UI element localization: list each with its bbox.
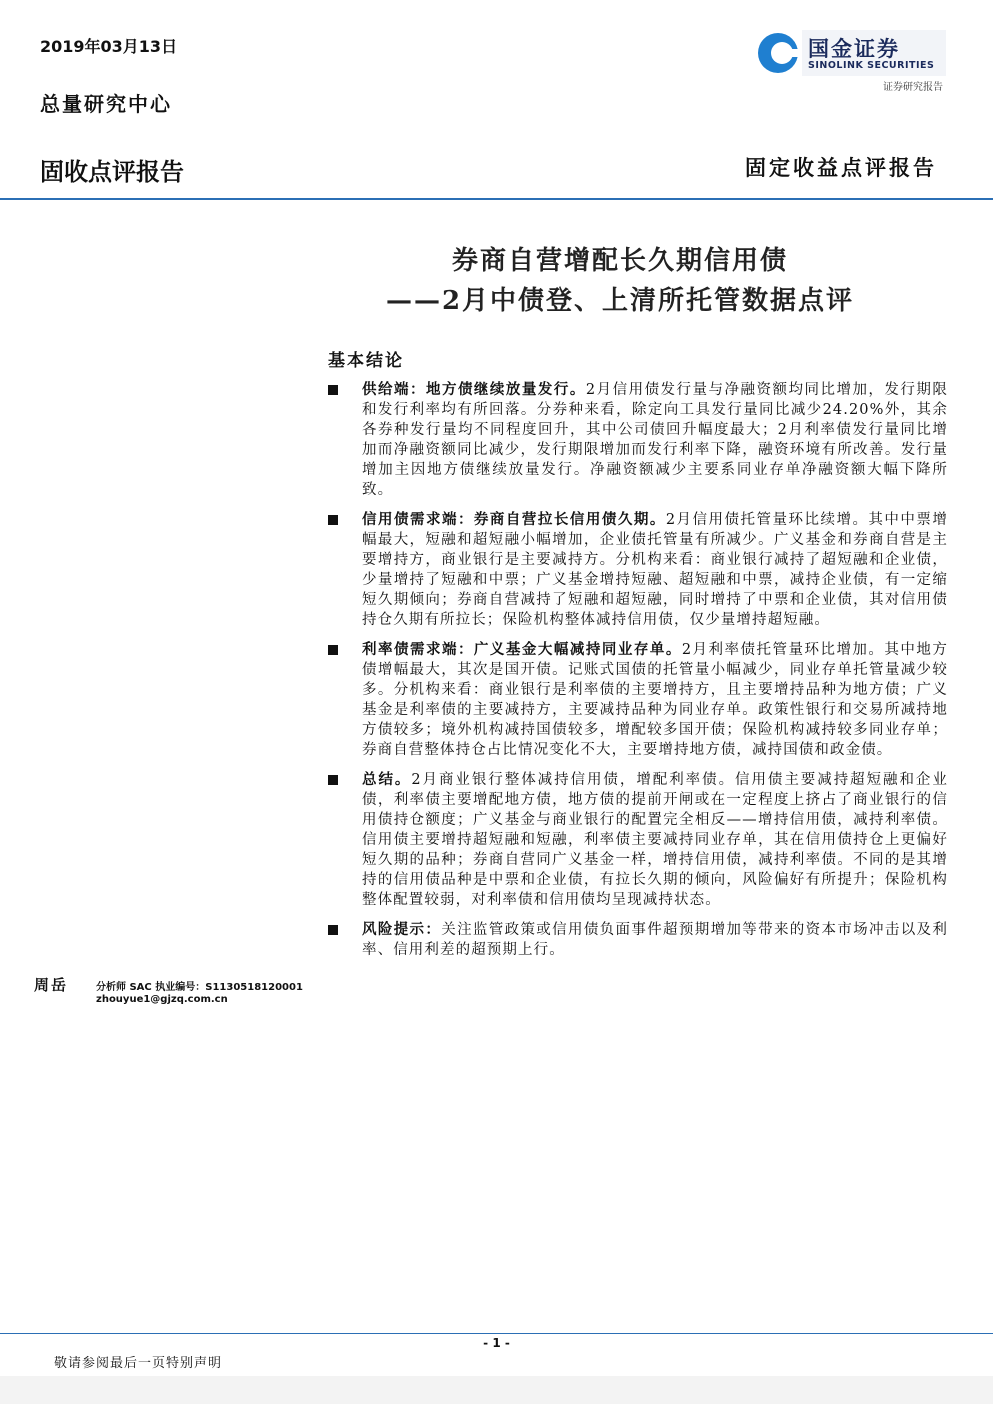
bullet-lead: 总结。: [362, 771, 412, 788]
list-item: [328, 380, 948, 500]
footer-divider: [0, 1333, 993, 1334]
research-center: 总量研究中心: [40, 92, 172, 116]
bullet-text: 关注监管政策或信用债负面事件超预期增加等带来的资本市场冲击以及利率、信用利差的超预期上行。: [362, 922, 949, 958]
report-title: 券商自营增配长久期信用债: [451, 246, 788, 276]
list-item: [328, 770, 948, 910]
bullet-lead: 供给端：地方债继续放量发行。: [362, 381, 586, 398]
logo-name-en: SINOLINK SECURITIES: [808, 60, 935, 71]
analyst-email: zhouyue1@gjzq.com.cn: [96, 994, 228, 1005]
square-bullet-icon: [328, 775, 338, 785]
report-category: 固定收益点评报告: [745, 155, 937, 180]
report-date: 2019年03月13日: [40, 37, 178, 56]
analyst-license: 分析师 SAC 执业编号：S1130518120001: [96, 982, 303, 993]
logo-subtitle: 证券研究报告: [883, 82, 943, 93]
logo-name-cn: 国金证券: [808, 37, 900, 61]
square-bullet-icon: [328, 515, 338, 525]
bullet-lead: 风险提示：: [362, 921, 442, 938]
bullet-lead: 利率债需求端：广义基金大幅减持同业存单。: [362, 641, 682, 658]
list-item: [328, 640, 948, 760]
header-divider: [0, 198, 993, 200]
bullet-lead: 信用债需求端：券商自营拉长信用债久期。: [362, 511, 666, 528]
bullet-text: 2月商业银行整体减持信用债，增配利率债。信用债主要减持超短融和企业债，利率债主要增配地方债，地方债的提前开闸或在一定程度上挤占了商业银行的信用债持仓额度；广义基金与商业银行的配置完全相反——增持信用债，减持利率债。信用债主要增持超短融和短融，利率债主要减持同业存单，其在信用债持仓上更偏好短久期的品种；券商自营同广义基金一样，增持信用债，减持利率债。不同的是其增持的信用债品种是中票和企业债，有拉长久期的倾向，风险偏好有所提升；保险机构整体配置较弱，对利率债和信用债均呈现减持状态。: [362, 772, 948, 908]
bullet-text: 2月信用债托管量环比续增。其中中票增幅最大，短融和超短融小幅增加，企业债托管量有所减少。广义基金和券商自营是主要增持方，商业银行是主要减持方。分机构来看：商业银行减持了超短融和企业债，少量增持了短融和中票；广义基金增持短融、超短融和中票，减持企业债，有一定缩短久期倾向；券商自营减持了短融和超短融，同时增持了中票和企业债，其对信用债持仓久期有所拉长；保险机构整体减持信用债，仅少量增持超短融。: [362, 512, 948, 628]
disclaimer: 敬请参阅最后一页特别声明: [54, 1356, 223, 1371]
bullet-text: 2月利率债托管量环比增加。其中地方债增幅最大，其次是国开债。记账式国债的托管量小幅减少，同业存单托管量减少较多。分机构来看：商业银行是利率债的主要增持方，且主要增持品种为地方债；广义基金是利率债的主要减持方，主要减持品种为同业存单。政策性银行和交易所减持地方债较多；境外机构减持国债较多，增配较多国开债；保险机构减持较多同业存单；券商自营整体持仓占比情况变化不大，主要增持地方债，减持国债和政金债。: [362, 642, 948, 758]
section-heading: 基本结论: [328, 351, 404, 371]
analyst-name: 周岳: [34, 976, 69, 994]
square-bullet-icon: [328, 925, 338, 935]
page-number: - 1 -: [483, 1336, 510, 1350]
conclusion-list: [328, 380, 948, 970]
square-bullet-icon: [328, 385, 338, 395]
report-type: 固收点评报告: [40, 158, 184, 186]
list-item: [328, 510, 948, 630]
bullet-text: 2月信用债发行量与净融资额均同比增加，发行期限和发行利率均有所回落。分券种来看，除定向工具发行量同比减少24.20%外，其余各券种发行量均不同程度回升，其中公司债回升幅度最大；2月利率债发行量同比增加而净融资额同比减少，发行期限增加而发行利率下降，融资环境有所改善。发行量增加主因地方债继续放量发行。净融资额减少主要系同业存单净融资额大幅下降所致。: [362, 382, 948, 498]
square-bullet-icon: [328, 645, 338, 655]
report-subtitle: ——2月中债登、上清所托管数据点评: [385, 286, 855, 316]
list-item: [328, 920, 948, 960]
bottom-band: [0, 1376, 993, 1404]
